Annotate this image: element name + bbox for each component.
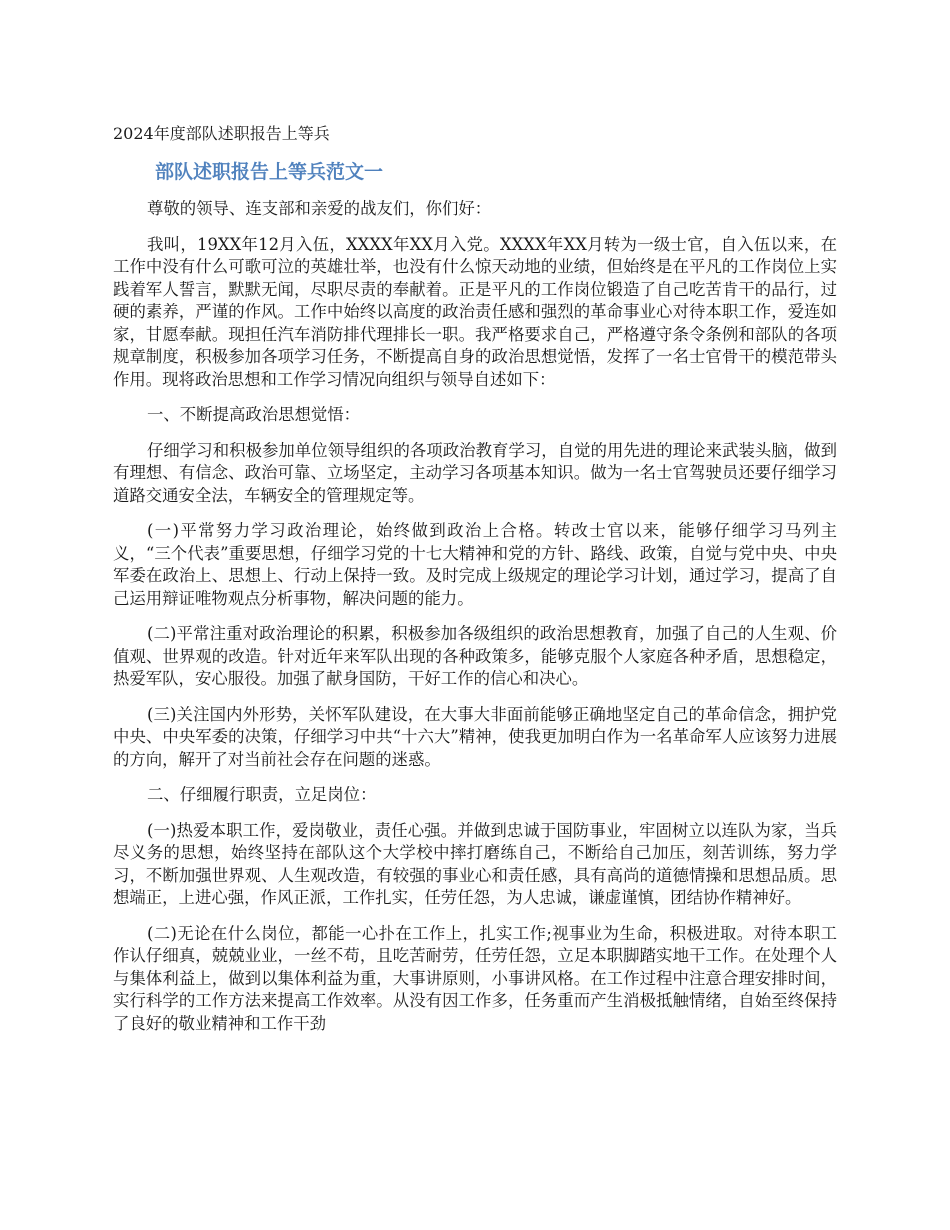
paragraph: (一)平常努力学习政治理论，始终做到政治上合格。转改士官以来，能够仔细学习马列主义，“三个代表”重要思想，仔细学习党的十七大精神和党的方针、路线、政策，自觉与党中央、中央军委在政治上、思想上、行动上保持一致。及时完成上级规定的理论学习计划，通过学习，提高了自己运用辩证唯物观点分析事物，解决问题的能力。 [113,521,837,608]
document-page [113,122,837,1048]
paragraph: (三)关注国内外形势，关怀军队建设，在大事大非面前能够正确地坚定自己的革命信念，拥护党中央、中央军委的决策，仔细学习中共“十六大”精神，使我更加明白作为一名革命军人应该努力进展的方向，解开了对当前社会存在问题的迷惑。 [113,704,837,769]
paragraph: (二)无论在什么岗位，都能一心扑在工作上，扎实工作;视事业为生命，积极进取。对待本职工作认仔细真，兢兢业业，一丝不苟，且吃苦耐劳，任劳任怨，立足本职脚踏实地干工作。在处理个人与集体利益上，做到以集体利益为重，大事讲原则，小事讲风格。在工作过程中注意合理安排时间，实行科学的工作方法来提高工作效率。从没有因工作多，任务重而产生消极抵触情绪，自始至终保持了良好的敬业精神和工作干劲 [113,923,837,1033]
section-heading-1: 一、不断提高政治思想觉悟： [147,405,361,424]
paragraph-introduction: 我叫，19XX年12月入伍，XXXX年XX月入党。XXXX年XX月转为一级士官，自入伍以来，在工作中没有什么可歌可泣的英雄壮举，也没有什么惊天动地的业绩，但始终是在平凡的工作岗位上实践着军人誓言，默默无闻，尽职尽责的奉献着。正是平凡的工作岗位锻造了自己吃苦肯干的品行，过硬的素养，严谨的作风。工作中始终以高度的政治责任感和强烈的革命事业心对待本职工作，爱连如家，甘愿奉献。现担任汽车消防排代理排长一职。我严格要求自己，严格遵守条令条例和部队的各项规章制度，积极参加各项学习任务，不断提高自身的政治思想觉悟，发挥了一名士官骨干的模范带头作用。现将政治思想和工作学习情况向组织与领导自述如下： [113,234,837,389]
document-title: 2024年度部队述职报告上等兵 [113,124,330,143]
document-subtitle: 部队述职报告上等兵范文一 [155,161,384,183]
paragraph: (二)平常注重对政治理论的积累，积极参加各级组织的政治思想教育，加强了自己的人生观、价值观、世界观的改造。针对近年来军队出现的各种政策多，能够克服个人家庭各种矛盾，思想稳定，热爱军队，安心服役。加强了献身国防，干好工作的信心和决心。 [113,624,837,688]
paragraph: 仔细学习和积极参加单位领导组织的各项政治教育学习，自觉的用先进的理论来武装头脑，做到有理想、有信念、政治可靠、立场坚定，主动学习各项基本知识。做为一名士官驾驶员还要仔细学习道路交通安全法，车辆安全的管理规定等。 [113,440,837,505]
paragraph-greeting: 尊敬的领导、连支部和亲爱的战友们，你们好： [147,199,492,218]
section-heading-2: 二、仔细履行职责，立足岗位： [147,785,377,804]
paragraph: (一)热爱本职工作，爱岗敬业，责任心强。并做到忠诚于国防事业，牢固树立以连队为家，当兵尽义务的思想，始终坚持在部队这个大学校中摔打磨练自己，不断给自己加压，刻苦训练，努力学习，不断加强世界观、人生观改造，有较强的事业心和责任感，具有高尚的道德情操和思想品质。思想端正，上进心强，作风正派，工作扎实，任劳任怨，为人忠诚，谦虚谨慎，团结协作精神好。 [113,820,837,907]
